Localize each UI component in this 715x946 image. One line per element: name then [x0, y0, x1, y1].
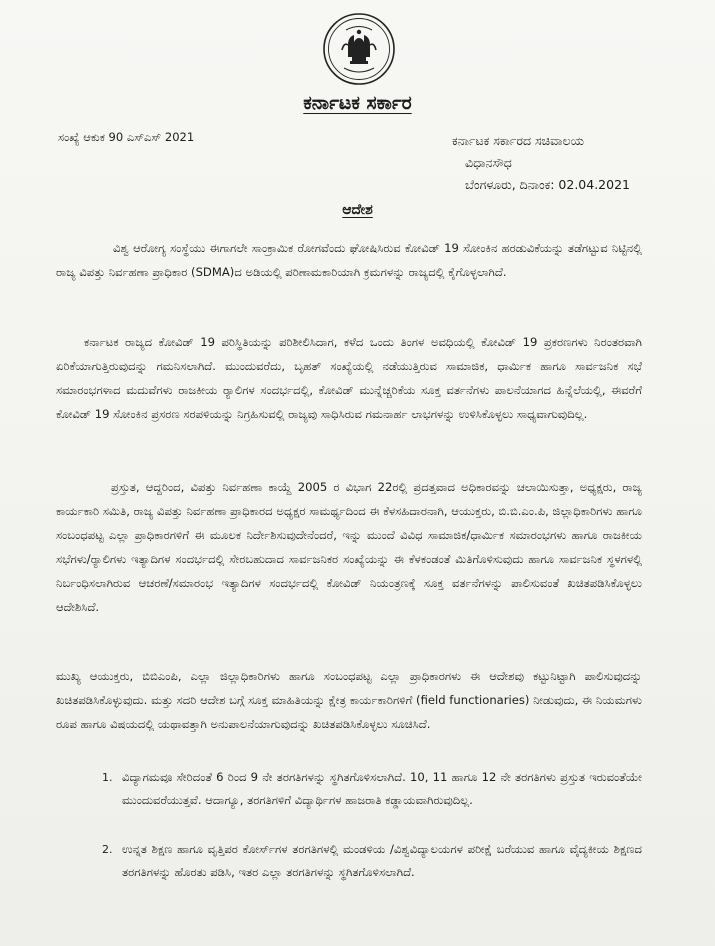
- list-item-text: ವಿದ್ಯಾಗಮವೂ ಸೇರಿದಂತೆ 6 ರಿಂದ 9 ನೇ ತರಗತಿಗಳನ್ನು ಸ್ಥಗಿತಗೊಳಿಸಲಾಗಿದೆ. 10, 11 ಹಾಗೂ 12 ನೇ ತರಗತಿಗಳು ಪ್ರಸ್ತುತ ಇರುವಂತೆಯೇ ಮುಂದುವರೆಯುತ್ತವೆ. ಆದಾಗ್ಯೂ, ತರಗತಿಗಳಿಗೆ ವಿದ್ಯಾರ್ಥಿಗಳ ಹಾಜರಾತಿ ಕಡ್ಡಾಯವಾಗಿರುವುದಿಲ್ಲ.: [122, 770, 642, 807]
- order-heading: ಆದೇಶ: [342, 202, 373, 218]
- karnataka-emblem-seal: [322, 12, 396, 86]
- government-title: ಕರ್ನಾಟಕ ಸರ್ಕಾರ: [303, 92, 412, 114]
- reference-number: ಸಂಖ್ಯೆ ಆಕುಕ 90 ಎಸ್‌ಎಸ್ 2021: [58, 130, 195, 144]
- list-item: [102, 838, 642, 884]
- address-line-date: ಬೆಂಗಳೂರು, ದಿನಾಂಕ: 02.04.2021: [465, 177, 630, 192]
- emblem-icon: [322, 12, 396, 86]
- paragraph-1: ವಿಶ್ವ ಆರೋಗ್ಯ ಸಂಸ್ಥೆಯು ಈಗಾಗಲೇ ಸಾಂಕ್ರಾಮಿಕ ರೋಗವೆಂದು ಘೋಷಿಸಿರುವ ಕೋವಿಡ್ 19 ಸೋಂಕಿನ ಹರಡುವಿಕೆಯನ್ನು ತಡೆಗಟ್ಟುವ ನಿಟ್ಟಿನಲ್ಲಿ ರಾಜ್ಯ ವಿಪತ್ತು ನಿರ್ವಹಣಾ ಪ್ರಾಧಿಕಾರ (SDMA)ದ ಅಡಿಯಲ್ಲಿ ಪರಿಣಾಮಕಾರಿಯಾಗಿ ಕ್ರಮಗಳನ್ನು ರಾಜ್ಯದಲ್ಲಿ ಕೈಗೊಳ್ಳಲಾಗಿದೆ.: [56, 241, 642, 279]
- address-line-secretariat: ಕರ್ನಾಟಕ ಸರ್ಕಾರದ ಸಚಿವಾಲಯ: [452, 133, 584, 148]
- address-line-vidhana-soudha: ವಿಧಾನಸೌಧ: [465, 155, 512, 170]
- list-item: [102, 766, 642, 812]
- office-address: [452, 130, 630, 196]
- list-item-text: ಉನ್ನತ ಶಿಕ್ಷಣ ಹಾಗೂ ವೃತ್ತಿಪರ ಕೋರ್ಸ್‌ಗಳ ತರಗತಿಗಳಲ್ಲಿ ಮಂಡಳಿಯ /ವಿಶ್ವವಿದ್ಯಾಲಯಗಳ ಪರೀಕ್ಷೆ ಬರೆಯುವ ಹಾಗೂ ವೈದ್ಯಕೀಯ ಶಿಕ್ಷಣದ ತರಗತಿಗಳನ್ನು ಹೊರತು ಪಡಿಸಿ, ಇತರ ಎಲ್ಲಾ ತರಗತಿಗಳನ್ನು ಸ್ಥಗಿತಗೊಳಿಸಲಾಗಿದೆ.: [122, 842, 642, 879]
- paragraph-2: ಕರ್ನಾಟಕ ರಾಜ್ಯದ ಕೋವಿಡ್ 19 ಪರಿಸ್ಥಿತಿಯನ್ನು ಪರಿಶೀಲಿಸಿದಾಗ, ಕಳೆದ ಒಂದು ತಿಂಗಳ ಅವಧಿಯಲ್ಲಿ ಕೋವಿಡ್ 19 ಪ್ರಕರಣಗಳು ನಿರಂತರವಾಗಿ ಏರಿಕೆಯಾಗುತ್ತಿರುವುದನ್ನು ಗಮನಿಸಲಾಗಿದೆ. ಮುಂದುವರೆದು, ಬೃಹತ್ ಸಂಖ್ಯೆಯಲ್ಲಿ ನಡೆಯುತ್ತಿರುವ ಸಾಮಾಜಿಕ, ಧಾರ್ಮಿಕ ಹಾಗೂ ಸಾರ್ವಜನಿಕ ಸಭೆ ಸಮಾರಂಭಗಳಾದ ಮದುವೆಗಳು ರಾಜಕೀಯ ರ‍್ಯಾಲಿಗಳ ಸಂದರ್ಭದಲ್ಲಿ, ಕೋವಿಡ್ ಮುನ್ನೆಚ್ಚರಿಕೆಯ ಸೂಕ್ತ ವರ್ತನೆಗಳು ಪಾಲನೆಯಾಗದ ಹಿನ್ನೆಲೆಯಲ್ಲಿ, ಈವರೆಗೆ ಕೋವಿಡ್ 19 ಸೋಂಕಿನ ಪ್ರಸರಣ ಸರಪಳಿಯನ್ನು ನಿಗ್ರಹಿಸುವಲ್ಲಿ ರಾಜ್ಯವು ಸಾಧಿಸಿರುವ ಗಮನಾರ್ಹ ಲಾಭಗಳನ್ನು ಉಳಿಸಿಕೊಳ್ಳಲು ಸಾಧ್ಯವಾಗುವುದಿಲ್ಲ.: [56, 335, 642, 421]
- list-item-number: 1.: [102, 771, 113, 784]
- paragraph-3: ಪ್ರಸ್ತುತ, ಆದ್ದರಿಂದ, ವಿಪತ್ತು ನಿರ್ವಹಣಾ ಕಾಯ್ದೆ 2005 ರ ವಿಭಾಗ 22ರಲ್ಲಿ ಪ್ರದತ್ತವಾದ ಅಧಿಕಾರವನ್ನು ಚಲಾಯಿಸುತ್ತಾ, ಅಧ್ಯಕ್ಷರು, ರಾಜ್ಯ ಕಾರ್ಯಕಾರಿ ಸಮಿತಿ, ರಾಜ್ಯ ವಿಪತ್ತು ನಿರ್ವಹಣಾ ಪ್ರಾಧಿಕಾರದ ಅಧ್ಯಕ್ಷರ ಸಾಮರ್ಥ್ಯದಿಂದ ಈ ಕೆಳಸಹಿದಾರನಾಗಿ, ಆಯುಕ್ತರು, ಬಿ.ಬಿ.ಎಂ.ಪಿ, ಜಿಲ್ಲಾಧಿಕಾರಿಗಳು ಹಾಗೂ ಸಂಬಂಧಪಟ್ಟ ಎಲ್ಲಾ ಪ್ರಾಧಿಕಾರಗಳಿಗೆ ಈ ಮೂಲಕ ನಿರ್ದೇಶಿಸುವುದೇನೆಂದರೆ, ಇನ್ನು ಮುಂದೆ ವಿವಿಧ ಸಾಮಾಜಿಕ/ಧಾರ್ಮಿಕ ಸಮಾರಂಭಗಳು ಹಾಗೂ ರಾಜಕೀಯ ಸಭೆಗಳು/ರ‍್ಯಾಲಿಗಳು ಇತ್ಯಾದಿಗಳ ಸಂದರ್ಭದಲ್ಲಿ ಸೇರಬಹುದಾದ ಸಾರ್ವಜನಿಕರ ಸಂಖ್ಯೆಯನ್ನು ಈ ಕೆಳಕಂಡಂತೆ ಮಿತಿಗೊಳಿಸುವುದು ಹಾಗೂ ಸಾರ್ವಜನಿಕ ಸ್ಥಳಗಳಲ್ಲಿ ನಿರ್ಬಂಧಿಸಲಾಗಿರುವ ಆಚರಣೆ/ಸಮಾರಂಭ ಇತ್ಯಾದಿಗಳ ಸಂದರ್ಭದಲ್ಲಿ ಕೋವಿಡ್ ನಿಯಂತ್ರಣಕ್ಕೆ ಸೂಕ್ತ ವರ್ತನೆಗಳನ್ನು ಪಾಲಿಸುವಂತೆ ಖಚಿತಪಡಿಸಿಕೊಳ್ಳಲು ಆದೇಶಿಸಿದೆ.: [56, 480, 642, 614]
- list-item-number: 2.: [102, 843, 113, 856]
- paragraph-4: ಮುಖ್ಯ ಆಯುಕ್ತರು, ಬಿಬಿಎಂಪಿ, ಎಲ್ಲಾ ಜಿಲ್ಲಾಧಿಕಾರಿಗಳು ಹಾಗೂ ಸಂಬಂಧಪಟ್ಟ ಎಲ್ಲಾ ಪ್ರಾಧಿಕಾರಗಳು ಈ ಆದೇಶವು ಕಟ್ಟುನಿಟ್ಟಾಗಿ ಪಾಲಿಸುವುದನ್ನು ಖಚಿತಪಡಿಸಿಕೊಳ್ಳುವುದು. ಮತ್ತು ಸದರಿ ಆದೇಶ ಬಗ್ಗೆ ಸೂಕ್ತ ಮಾಹಿತಿಯನ್ನು ಕ್ಷೇತ್ರ ಕಾರ್ಯಕಾರಿಗಳಿಗೆ (field functionaries) ನೀಡುವುದು, ಈ ನಿಯಮಗಳು ರೂಪ ಹಾಗೂ ವಿಷಯದಲ್ಲಿ ಯಥಾವತ್ತಾಗಿ ಅನುಪಾಲನೆಯಾಗುವುದನ್ನು ಖಚಿತಪಡಿಸಿಕೊಳ್ಳಲು ಸೂಚಿಸಿದೆ.: [56, 669, 642, 731]
